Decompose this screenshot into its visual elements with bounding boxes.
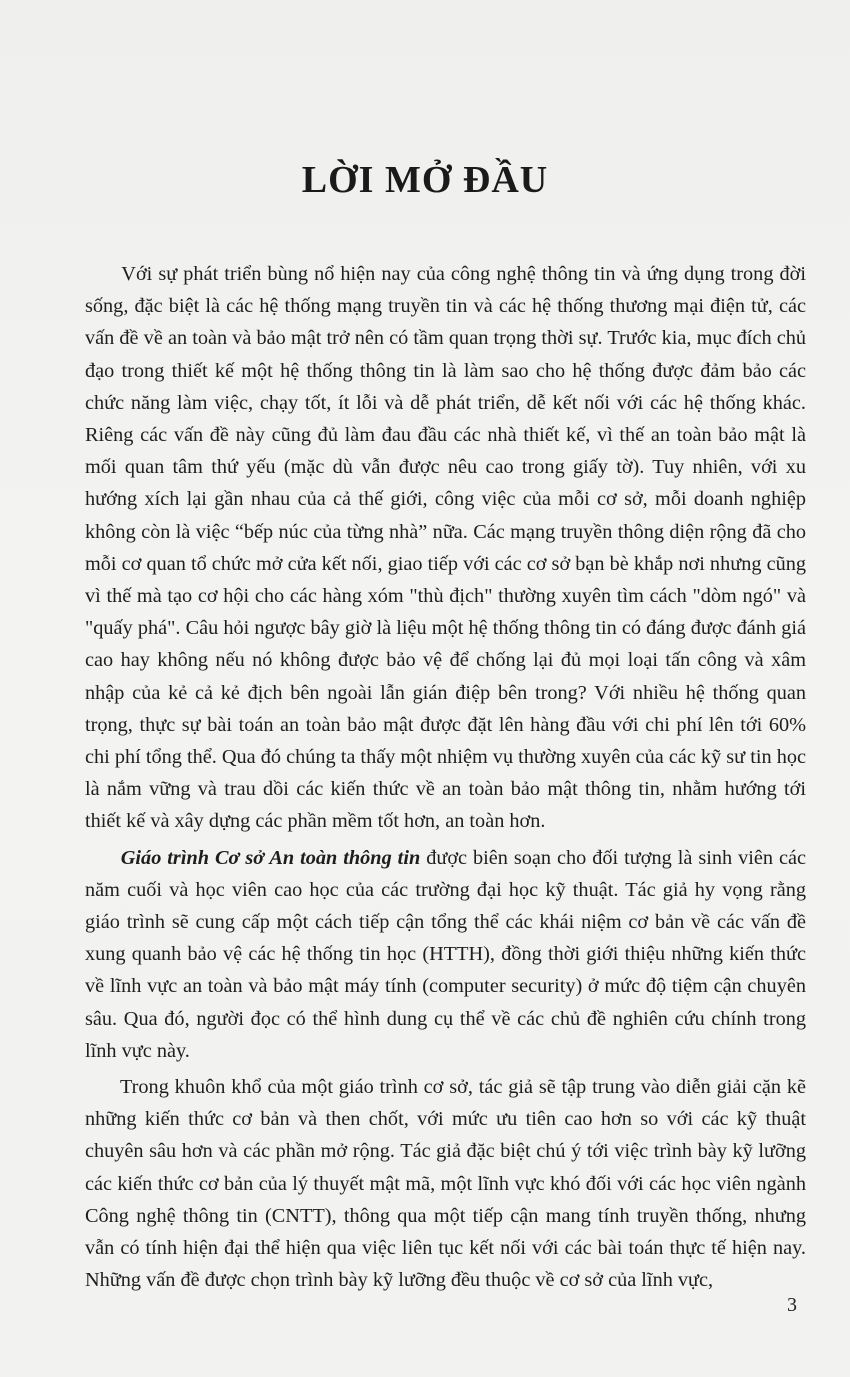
paragraph-1 <box>85 258 812 838</box>
paragraph-1-text: Với sự phát triển bùng nổ hiện nay của công nghệ thông tin và ứng dụng trong đời sống, đặc biệt là các hệ thống mạng truyền tin và các hệ thống thương mại điện tử, các vấn đề về an toàn và bảo mật trở nên có tầm quan trọng thời sự. Trước kia, mục đích chủ đạo trong thiết kế một hệ thống thông tin là làm sao cho hệ thống được đảm bảo các chức năng làm việc, chạy tốt, ít lỗi và dễ phát triển, dễ kết nối với các hệ thống khác. Riêng các vấn đề này cũng đủ làm đau đầu các nhà thiết kế, vì thế an toàn bảo mật là mối quan tâm thứ yếu (mặc dù vẫn được nêu cao trong giấy tờ). Tuy nhiên, với xu hướng xích lại gần nhau của cả thế giới, công việc của mỗi cơ sở, mỗi doanh nghiệp không còn là việc “bếp núc của từng nhà” nữa. Các mạng truyền thông diện rộng đã cho mỗi cơ quan tổ chức mở cửa kết nối, giao tiếp với các cơ sở bạn bè khắp nơi nhưng cũng vì thế mà tạo cơ hội cho các hàng xóm "thù địch" thường xuyên tìm cách "dòm ngó" và "quấy phá". Câu hỏi ngược bây giờ là liệu một hệ thống thông tin có đáng được đánh giá cao hay không nếu nó không được bảo vệ để chống lại đủ mọi loại tấn công và xâm nhập của kẻ cả kẻ địch bên ngoài lẫn gián điệp bên trong? Với nhiều hệ thống quan trọng, thực sự bài toán an toàn bảo mật được đặt lên hàng đầu với chi phí lên tới 60% chi phí tổng thể. Qua đó chúng ta thấy một nhiệm vụ thường xuyên của các kỹ sư tin học là nắm vững và trau dồi các kiến thức về an toàn bảo mật thông tin, nhằm hướng tới thiết kế và xây dựng các phần mềm tốt hơn, an toàn hơn. <box>85 263 812 833</box>
page-title: LỜI MỞ ĐẦU <box>301 159 549 201</box>
book-title-emphasis: Giáo trình Cơ sở An toàn thông tin <box>120 846 421 869</box>
paragraph-3 <box>85 1071 812 1296</box>
body-text <box>85 258 812 1297</box>
page-number: 3 <box>787 1294 797 1316</box>
paragraph-3-text: Trong khuôn khổ của một giáo trình cơ sở, tác giả sẽ tập trung vào diễn giải cặn kẽ những kiến thức cơ bản và then chốt, với mức ưu tiên cao hơn so với các kỹ thuật chuyên sâu hơn và các phần mở rộng. Tác giả đặc biệt chú ý tới việc trình bày kỹ lưỡng các kiến thức cơ bản của lý thuyết mật mã, một lĩnh vực khó đối với các học viên ngành Công nghệ thông tin (CNTT), thông qua một tiếp cận mang tính truyền thống, nhưng vẫn có tính hiện đại thể hiện qua việc liên tục kết nối với các bài toán thực tế hiện nay. Những vấn đề được chọn trình bày kỹ lưỡng đều thuộc về cơ sở của lĩnh vực, <box>85 1076 812 1292</box>
paragraph-2-text: được biên soạn cho đối tượng là sinh viên các năm cuối và học viên cao học của các trường đại học kỹ thuật. Tác giả hy vọng rằng giáo trình sẽ cung cấp một cách tiếp cận tổng thể các khái niệm cơ bản về các vấn đề xung quanh bảo vệ các hệ thống tin học (HTTH), đồng thời giới thiệu những kiến thức về lĩnh vực an toàn và bảo mật máy tính (computer security) ở mức độ tiệm cận chuyên sâu. Qua đó, người đọc có thể hình dung cụ thể về các chủ đề nghiên cứu chính trong lĩnh vực này. <box>85 846 806 1062</box>
paragraph-2 <box>85 842 806 1067</box>
